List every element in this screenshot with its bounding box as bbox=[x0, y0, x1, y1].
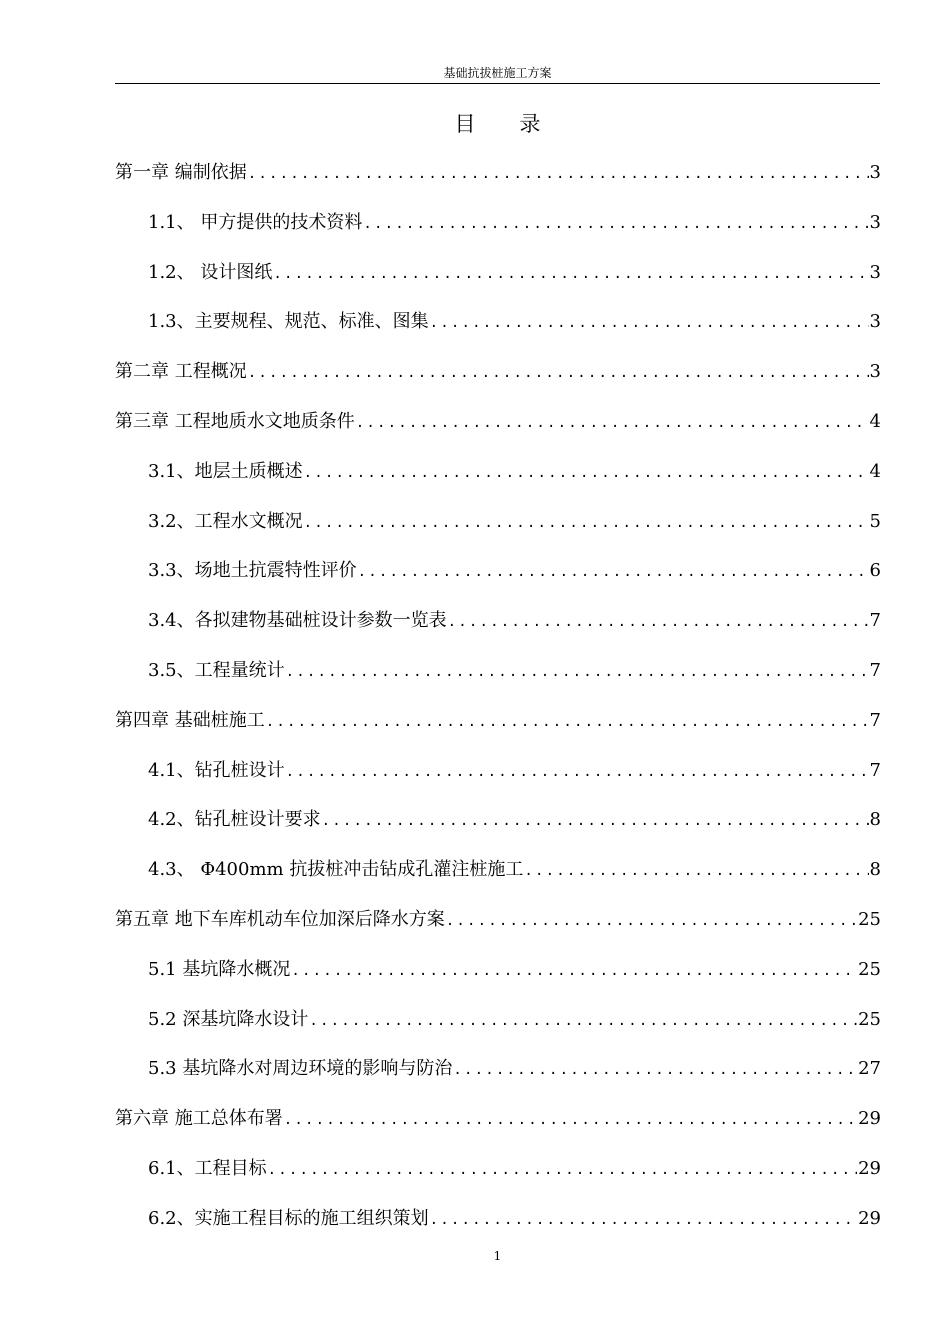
toc-title: 目录 bbox=[454, 112, 585, 136]
toc-entry[interactable] bbox=[115, 259, 881, 309]
toc-entry-page: 7 bbox=[869, 610, 881, 632]
toc-entry[interactable] bbox=[115, 1105, 881, 1155]
table-of-contents bbox=[115, 159, 881, 1255]
toc-leader-dots bbox=[309, 1007, 857, 1035]
toc-entry-page: 29 bbox=[858, 1157, 881, 1179]
toc-entry-label: 6.1、工程目标 bbox=[148, 1157, 267, 1179]
toc-entry-label: 6.2、实施工程目标的施工组织策划 bbox=[148, 1207, 429, 1229]
toc-entry[interactable] bbox=[115, 856, 881, 906]
toc-leader-dots bbox=[363, 210, 868, 238]
toc-entry-label: 4.1、钻孔桩设计 bbox=[148, 759, 285, 781]
toc-entry-page: 3 bbox=[869, 162, 881, 183]
toc-entry[interactable] bbox=[115, 757, 881, 807]
toc-entry[interactable] bbox=[115, 1006, 881, 1056]
toc-entry-label: 4.3、 Φ400mm 抗拔桩冲击钻成孔灌注桩施工 bbox=[148, 859, 524, 881]
toc-leader-dots bbox=[284, 1106, 857, 1134]
toc-leader-dots bbox=[304, 459, 869, 487]
toc-leader-dots bbox=[304, 509, 869, 537]
toc-entry-label: 第三章 工程地质水文地质条件 bbox=[115, 410, 355, 432]
toc-entry[interactable] bbox=[115, 358, 881, 408]
toc-entry-page: 3 bbox=[869, 361, 881, 383]
toc-entry-page: 6 bbox=[869, 560, 881, 582]
toc-leader-dots bbox=[448, 608, 869, 636]
toc-entry-page: 4 bbox=[869, 410, 881, 432]
toc-entry-label: 5.3 基坑降水对周边环境的影响与防治 bbox=[148, 1058, 453, 1080]
toc-leader-dots bbox=[286, 658, 869, 686]
toc-entry-label: 1.3、主要规程、规范、标准、图集 bbox=[148, 311, 429, 333]
toc-entry[interactable] bbox=[115, 508, 881, 558]
toc-entry-label: 4.2、钻孔桩设计要求 bbox=[148, 809, 321, 831]
toc-entry-label: 3.3、场地土抗震特性评价 bbox=[148, 560, 357, 582]
toc-entry-page: 29 bbox=[858, 1207, 881, 1229]
toc-leader-dots bbox=[356, 409, 869, 437]
toc-entry[interactable] bbox=[115, 1205, 881, 1255]
toc-entry-label: 1.1、 甲方提供的技术资料 bbox=[148, 211, 363, 233]
toc-entry[interactable] bbox=[115, 159, 881, 209]
toc-entry-page: 4 bbox=[869, 460, 881, 482]
toc-entry-page: 25 bbox=[858, 958, 881, 980]
toc-entry[interactable] bbox=[115, 806, 881, 856]
toc-entry[interactable] bbox=[115, 607, 881, 657]
toc-leader-dots bbox=[286, 758, 869, 786]
toc-entry-label: 5.1 基坑降水概况 bbox=[148, 958, 291, 980]
toc-entry-page: 8 bbox=[869, 859, 881, 881]
toc-entry-label: 第二章 工程概况 bbox=[115, 361, 247, 383]
toc-entry[interactable] bbox=[115, 956, 881, 1006]
toc-entry-label: 5.2 深基坑降水设计 bbox=[148, 1008, 309, 1030]
toc-entry-label: 第六章 施工总体布署 bbox=[115, 1108, 283, 1130]
toc-entry-label: 第五章 地下车库机动车位加深后降水方案 bbox=[115, 908, 445, 930]
toc-entry-page: 3 bbox=[869, 311, 881, 333]
toc-entry[interactable] bbox=[115, 906, 881, 956]
toc-entry[interactable] bbox=[115, 707, 881, 757]
toc-entry-page: 7 bbox=[869, 659, 881, 681]
toc-entry-page: 5 bbox=[869, 510, 881, 532]
toc-entry-page: 25 bbox=[858, 908, 881, 930]
page-number: 1 bbox=[493, 1249, 502, 1263]
toc-entry-page: 29 bbox=[858, 1108, 881, 1130]
toc-entry-label: 第四章 基础桩施工 bbox=[115, 709, 265, 731]
running-header: 基础抗拔桩施工方案 bbox=[443, 66, 552, 80]
toc-leader-dots bbox=[430, 309, 869, 337]
toc-entry-label: 1.2、 设计图纸 bbox=[148, 261, 273, 283]
toc-leader-dots bbox=[266, 708, 869, 736]
toc-entry[interactable] bbox=[115, 408, 881, 458]
toc-entry[interactable] bbox=[115, 1055, 881, 1105]
toc-entry-page: 8 bbox=[869, 809, 881, 831]
header-rule bbox=[115, 83, 880, 84]
toc-leader-dots bbox=[358, 558, 869, 586]
toc-entry-label: 第一章 编制依据 bbox=[115, 162, 247, 183]
toc-leader-dots bbox=[430, 1206, 857, 1234]
toc-leader-dots bbox=[322, 807, 869, 835]
toc-entry-page: 3 bbox=[869, 211, 881, 233]
toc-leader-dots bbox=[248, 160, 869, 188]
toc-entry[interactable] bbox=[115, 657, 881, 707]
toc-leader-dots bbox=[248, 359, 869, 387]
toc-entry-page: 3 bbox=[869, 261, 881, 283]
toc-entry-page: 7 bbox=[869, 759, 881, 781]
toc-entry[interactable] bbox=[115, 209, 881, 259]
toc-leader-dots bbox=[291, 957, 857, 985]
toc-entry[interactable] bbox=[115, 557, 881, 607]
toc-entry-label: 3.1、地层土质概述 bbox=[148, 460, 303, 482]
toc-entry-label: 3.4、各拟建物基础桩设计参数一览表 bbox=[148, 610, 447, 632]
toc-entry-label: 3.5、工程量统计 bbox=[148, 659, 285, 681]
toc-entry-page: 27 bbox=[858, 1058, 881, 1080]
toc-leader-dots bbox=[446, 907, 857, 935]
toc-entry-page: 7 bbox=[869, 709, 881, 731]
toc-leader-dots bbox=[453, 1056, 857, 1084]
toc-leader-dots bbox=[273, 260, 868, 288]
toc-entry-page: 25 bbox=[858, 1008, 881, 1030]
toc-entry[interactable] bbox=[115, 308, 881, 358]
toc-leader-dots bbox=[268, 1156, 857, 1184]
toc-leader-dots bbox=[524, 857, 868, 885]
toc-entry-label: 3.2、工程水文概况 bbox=[148, 510, 303, 532]
toc-entry[interactable] bbox=[115, 1155, 881, 1205]
toc-entry[interactable] bbox=[115, 458, 881, 508]
